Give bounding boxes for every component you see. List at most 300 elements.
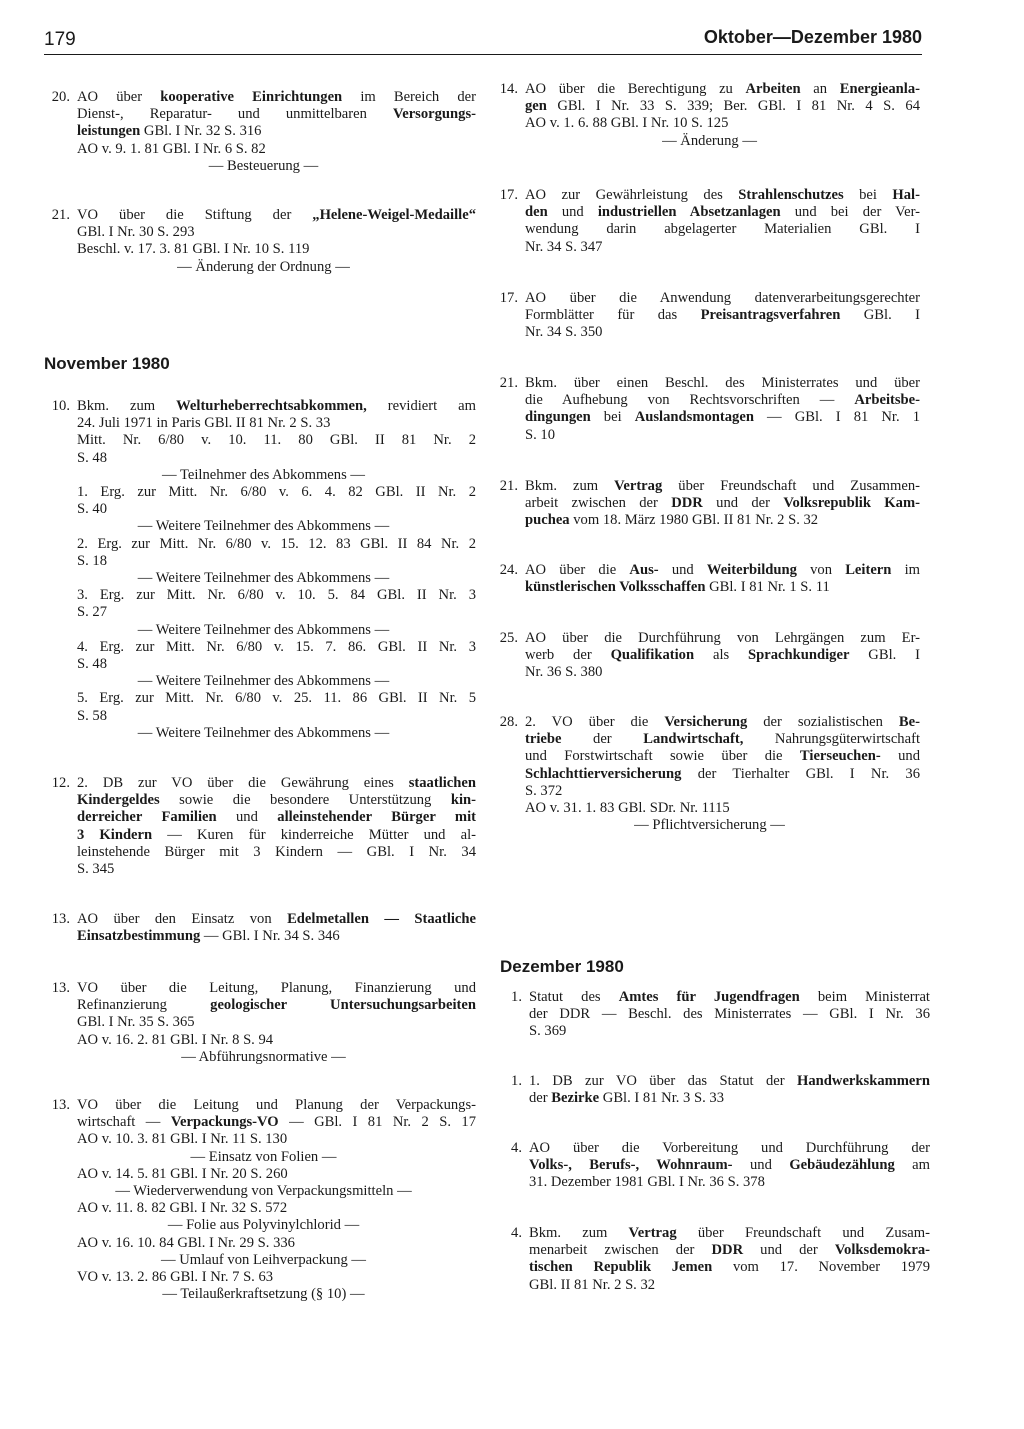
entry-text-run: AO über den Einsatz von <box>77 911 288 927</box>
entry-text-run: AO zur Gewährleistung des <box>525 187 739 203</box>
entry-line <box>529 1225 930 1242</box>
entry-text-run: — Umlauf von Leihverpackung — <box>160 1251 367 1268</box>
list-item <box>498 1225 930 1294</box>
entry-line <box>525 579 920 596</box>
entry-text-run: — GBl. I 81 Nr. 1 <box>753 409 920 426</box>
entry-line <box>77 861 476 878</box>
entry-number: 17. <box>499 290 518 306</box>
entry-text-run: AO v. 31. 1. 83 GBl. SDr. Nr. 1115 <box>525 800 730 817</box>
list-item <box>494 714 920 834</box>
entry-number: 13. <box>51 1097 70 1113</box>
entry-text-run: bei <box>843 187 893 203</box>
entry-text-run: AO über <box>77 89 161 105</box>
entry-text-run: der <box>561 731 644 748</box>
entry-line <box>77 536 476 553</box>
entry-text <box>529 989 930 1041</box>
bold-keyword: kooperative Einrichtungen <box>160 89 343 105</box>
entry-text <box>77 911 476 945</box>
entry-text <box>77 775 476 878</box>
entry-text-run: Bkm. zum <box>525 478 615 494</box>
entry-text-run: AO über die Anwendung datenverarbeitungsgerechter <box>525 290 920 306</box>
list-item <box>498 1073 930 1107</box>
entry-text <box>77 1097 476 1303</box>
entry-line <box>77 690 476 707</box>
entry-number: 12. <box>51 775 70 791</box>
entry-text-run: der DDR — Beschl. des Ministerrates — GBl. I Nr. 36 <box>529 1006 930 1023</box>
entry-text-run: AO v. 1. 6. 88 GBl. I Nr. 10 S. 125 <box>525 115 729 132</box>
entry-text <box>525 375 920 444</box>
entry-text-run: Beschl. v. 17. 3. 81 GBl. I Nr. 10 S. 119 <box>77 241 310 258</box>
entry-text-run: GBl. II 81 Nr. 2 S. 32 <box>529 1276 656 1293</box>
entry-line <box>529 1157 930 1174</box>
bold-keyword: Gebäudezählung <box>789 1157 895 1174</box>
entry-text <box>525 290 920 342</box>
list-item <box>494 630 920 682</box>
bold-keyword: Einsatzbestimmung <box>77 928 201 945</box>
entry-line <box>529 1277 930 1294</box>
entry-text-run: AO v. 11. 8. 82 GBl. I Nr. 32 S. 572 <box>77 1200 288 1217</box>
entry-line <box>77 1032 476 1049</box>
entry-number: 21. <box>499 478 518 494</box>
bold-keyword: Landwirtschaft, <box>643 731 744 748</box>
entry-line <box>77 398 476 415</box>
entry-text-run: Bkm. über einen Beschl. des Ministerrates und über <box>525 375 920 391</box>
bold-keyword: Auslandsmontagen <box>634 409 754 426</box>
entry-line <box>525 495 920 512</box>
entry-line <box>77 1149 476 1166</box>
entry-line <box>525 562 920 579</box>
entry-text-run: Dienst-, Reparatur- und unmittelbaren <box>77 106 394 123</box>
entry-line <box>77 158 476 175</box>
entry-number: 4. <box>511 1140 522 1156</box>
bold-keyword: Volks-, Berufs-, Wohnraum- <box>529 1157 733 1174</box>
entry-text-run: Refinanzierung <box>77 997 211 1014</box>
bold-keyword: kin- <box>450 792 476 809</box>
entry-text-run: AO v. 16. 10. 84 GBl. I Nr. 29 S. 336 <box>77 1234 295 1251</box>
entry-text-run: — Besteuerung — <box>208 157 319 174</box>
bold-keyword: Strahlenschutzes <box>738 187 844 203</box>
entry-text-run: 2. Erg. zur Mitt. Nr. 6/80 v. 15. 12. 83 GBl. II 84 Nr. 2 <box>77 535 476 552</box>
entry-line <box>525 307 920 324</box>
entry-line <box>77 622 476 639</box>
entry-number: 21. <box>51 207 70 223</box>
entry-text-run: der Tierhalter GBl. I Nr. 36 <box>681 765 920 782</box>
entry-text-run: der sozialistischen <box>747 714 899 730</box>
entry-line <box>525 630 920 647</box>
page-header <box>44 28 922 55</box>
bold-keyword: „Helene-Weigel-Medaille“ <box>312 207 476 223</box>
entry-text <box>525 562 920 596</box>
entry-text <box>525 81 920 150</box>
entry-line <box>525 133 920 150</box>
bold-keyword: DDR <box>711 1242 744 1259</box>
list-item <box>494 478 920 530</box>
entry-text-run: Bkm. zum <box>77 398 177 414</box>
entry-line <box>77 1252 476 1269</box>
bold-keyword: leistungen <box>77 123 141 140</box>
entry-line <box>77 708 476 725</box>
entry-line <box>77 224 476 241</box>
bold-keyword: industriellen Absetzanlagen <box>597 204 781 221</box>
bold-keyword: derreicher Familien <box>77 809 217 826</box>
bold-keyword: geologischer Untersuchungsarbeiten <box>210 997 476 1014</box>
entry-line <box>77 1269 476 1286</box>
entry-text-run: 31. Dezember 1981 GBl. I Nr. 36 S. 378 <box>529 1174 765 1191</box>
entry-line <box>525 478 920 495</box>
entry-text-run: AO v. 14. 5. 81 GBl. I Nr. 20 S. 260 <box>77 1165 288 1182</box>
bold-keyword: Amtes für Jugendfragen <box>618 989 800 1005</box>
entry-text-run: leinstehende Bürger mit 3 Kindern — GBl. I Nr. 34 <box>77 843 476 860</box>
bold-keyword: triebe <box>525 731 562 748</box>
entry-text-run: S. 48 <box>77 656 108 673</box>
entry-number: 1. <box>511 1073 522 1089</box>
bold-keyword: Aus- <box>629 562 659 578</box>
page-number: 179 <box>44 29 76 50</box>
entry-text-run: Nahrungsgüterwirtschaft <box>743 731 920 748</box>
entry-line <box>77 123 476 140</box>
entry-text-run: — Abführungsnormative — <box>181 1048 346 1065</box>
entry-text-run: S. 27 <box>77 604 108 621</box>
bold-keyword: Weiterbildung <box>706 562 797 578</box>
list-item <box>494 187 920 256</box>
entry-text-run: S. 372 <box>525 782 563 799</box>
entry-line <box>77 1235 476 1252</box>
entry-text-run: — Folie aus Polyvinylchlorid — <box>167 1217 360 1234</box>
entry-text <box>525 478 920 530</box>
entry-text-run: von <box>796 562 846 578</box>
entry-text <box>77 89 476 175</box>
list-item <box>46 398 476 742</box>
entry-text-run: 2. DB zur VO über die Gewährung eines <box>77 775 409 791</box>
entry-number: 14. <box>499 81 518 97</box>
entry-text-run: sowie die besondere Unterstützung <box>159 792 451 809</box>
entry-line <box>77 587 476 604</box>
entry-line <box>77 1014 476 1031</box>
bold-keyword: Be- <box>898 714 920 730</box>
entry-text-run: wirtschaft — <box>77 1114 171 1131</box>
entry-number: 20. <box>51 89 70 105</box>
entry-text-run: vom 18. März 1980 GBl. II 81 Nr. 2 S. 32 <box>569 512 819 529</box>
entry-line <box>77 259 476 276</box>
entry-line <box>525 714 920 731</box>
entry-text-run: GBl. I <box>840 307 920 324</box>
entry-number: 10. <box>51 398 70 414</box>
entry-text-run: GBl. I <box>849 647 920 664</box>
list-item <box>494 562 920 596</box>
bold-keyword: Volksdemokra- <box>834 1242 930 1259</box>
entry-line <box>77 604 476 621</box>
bold-keyword: Arbeiten <box>745 81 801 97</box>
entry-line <box>525 290 920 307</box>
entry-line <box>525 392 920 409</box>
bold-keyword: DDR <box>671 495 703 512</box>
entry-line <box>77 570 476 587</box>
entry-text <box>77 207 476 276</box>
entry-text <box>529 1140 930 1192</box>
entry-line <box>77 518 476 535</box>
section-heading-dezember: Dezember 1980 <box>500 957 624 976</box>
entry-text-run: wendung darin abgelagerter Materialien GBl. I <box>525 221 920 238</box>
entry-text <box>77 980 476 1066</box>
entry-number: 13. <box>51 911 70 927</box>
entry-line <box>525 375 920 392</box>
entry-text-run: Nr. 34 S. 350 <box>525 324 603 341</box>
bold-keyword: Volksrepublik Kam- <box>783 495 920 512</box>
entry-text-run: im <box>891 562 921 578</box>
entry-text-run: Nr. 36 S. 380 <box>525 664 603 681</box>
entry-number: 13. <box>51 980 70 996</box>
entry-text-run: — Kuren für kinderreiche Mütter und al- <box>152 826 476 843</box>
entry-text-run: S. 58 <box>77 707 108 724</box>
entry-line <box>77 1217 476 1234</box>
entry-line <box>525 221 920 238</box>
entry-text-run: Formblätter für das <box>525 307 701 324</box>
entry-line <box>77 1049 476 1066</box>
entry-line <box>77 844 476 861</box>
entry-text <box>525 714 920 834</box>
entry-text-run: und bei der Ver- <box>780 204 921 221</box>
entry-line <box>77 1097 476 1114</box>
entry-line <box>77 1286 476 1303</box>
entry-text-run: — Änderung der Ordnung — <box>177 258 350 275</box>
entry-text-run: Bkm. zum <box>529 1225 629 1241</box>
entry-line <box>525 512 920 529</box>
entry-text-run: und <box>880 748 920 765</box>
bold-keyword: alleinstehender Bürger mit <box>277 809 476 826</box>
entry-text-run: — Teilaußerkraftsetzung (§ 10) — <box>162 1286 365 1303</box>
entry-text-run: VO über die Stiftung der <box>77 207 313 223</box>
entry-line <box>77 1131 476 1148</box>
entry-line <box>77 639 476 656</box>
entry-text-run: AO v. 10. 3. 81 GBl. I Nr. 11 S. 130 <box>77 1131 288 1148</box>
entry-text-run: — GBl. I Nr. 34 S. 346 <box>200 928 340 945</box>
entry-text-run: werb der <box>525 647 611 664</box>
entry-text-run: GBl. I 81 Nr. 3 S. 33 <box>599 1090 724 1107</box>
entry-line <box>529 1140 930 1157</box>
entry-text-run: VO über die Leitung und Planung der Verpackungs- <box>77 1097 476 1113</box>
entry-text-run: S. 10 <box>525 426 556 443</box>
entry-line <box>529 1006 930 1023</box>
entry-number: 25. <box>499 630 518 646</box>
bold-keyword: Edelmetallen — Staatliche <box>287 911 476 927</box>
entry-line <box>77 673 476 690</box>
entry-line <box>77 725 476 742</box>
entry-line <box>525 766 920 783</box>
entry-text-run: der <box>529 1090 552 1107</box>
entry-number: 28. <box>499 714 518 730</box>
entry-text-run: über Freundschaft und Zusam- <box>676 1225 930 1241</box>
entry-text-run: und der <box>743 1242 835 1259</box>
entry-text-run: 4. Erg. zur Mitt. Nr. 6/80 v. 15. 7. 86. GBl. II Nr. 3 <box>77 638 476 655</box>
bold-keyword: Bezirke <box>551 1090 600 1107</box>
entry-text-run: und <box>658 562 707 578</box>
entry-text-run: GBl. I Nr. 33 S. 339; Ber. GBl. I 81 Nr. 4 S. 64 <box>546 98 920 115</box>
entry-text-run: — Weitere Teilnehmer des Abkommens — <box>137 518 390 535</box>
entry-line <box>525 783 920 800</box>
bold-keyword: Vertrag <box>614 478 663 494</box>
bold-keyword: staatlichen <box>408 775 476 791</box>
bold-keyword: dingungen <box>525 409 591 426</box>
list-item <box>46 1097 476 1303</box>
bold-keyword: Qualifikation <box>610 647 695 664</box>
entry-text-run: über Freundschaft und Zusammen- <box>662 478 920 494</box>
entry-line <box>77 792 476 809</box>
entry-line <box>529 989 930 1006</box>
bold-keyword: Preisantragsverfahren <box>700 307 841 324</box>
entry-line <box>525 800 920 817</box>
entry-text-run: AO über die Durchführung von Lehrgängen zum Er- <box>525 630 920 646</box>
entry-text-run: — Weitere Teilnehmer des Abkommens — <box>137 570 390 587</box>
list-item <box>494 375 920 444</box>
entry-line <box>77 484 476 501</box>
entry-line <box>525 731 920 748</box>
entry-text-run: — Weitere Teilnehmer des Abkommens — <box>137 673 390 690</box>
entry-line <box>77 1114 476 1131</box>
entry-line <box>529 1242 930 1259</box>
entry-text-run: S. 40 <box>77 501 108 518</box>
entry-line <box>525 98 920 115</box>
entry-text <box>529 1225 930 1294</box>
list-item <box>498 1140 930 1192</box>
entry-line <box>77 809 476 826</box>
entry-text-run: Statut des <box>529 989 619 1005</box>
entry-line <box>525 187 920 204</box>
entry-text <box>77 398 476 742</box>
entry-text-run: — Wiederverwendung von Verpackungsmitteln — <box>115 1183 412 1200</box>
entry-line <box>77 980 476 997</box>
entry-text-run: S. 18 <box>77 552 108 569</box>
entry-text-run: im Bereich der <box>342 89 476 105</box>
entry-line <box>525 409 920 426</box>
bold-keyword: 3 Kindern <box>77 826 153 843</box>
list-item <box>46 89 476 175</box>
entry-text-run: AO v. 16. 2. 81 GBl. I Nr. 8 S. 94 <box>77 1031 274 1048</box>
entry-text-run: — Änderung — <box>662 132 757 149</box>
bold-keyword: Hal- <box>892 187 920 203</box>
entry-line <box>77 997 476 1014</box>
section-heading-november: November 1980 <box>44 354 170 373</box>
entry-line <box>525 748 920 765</box>
entry-text <box>529 1073 930 1107</box>
entry-line <box>529 1174 930 1191</box>
entry-text-run: am <box>894 1157 931 1174</box>
entry-text-run: die Aufhebung von Rechtsvorschriften — <box>525 392 855 409</box>
entry-line <box>529 1073 930 1090</box>
entry-line <box>529 1090 930 1107</box>
entry-line <box>525 427 920 444</box>
list-item <box>494 290 920 342</box>
entry-text-run: 1. DB zur VO über das Statut der <box>529 1073 798 1089</box>
entry-number: 24. <box>499 562 518 578</box>
entry-line <box>77 89 476 106</box>
entry-text-run: — Teilnehmer des Abkommens — <box>162 466 365 483</box>
entry-text-run: GBl. I 81 Nr. 1 S. 11 <box>705 579 830 596</box>
entry-line <box>77 1183 476 1200</box>
entry-text-run: arbeit zwischen der <box>525 495 672 512</box>
bold-keyword: tischen Republik Jemen <box>529 1259 713 1276</box>
list-item <box>494 81 920 150</box>
entry-text-run: AO über die Vorbereitung und Durchführung der <box>529 1140 930 1156</box>
entry-text-run: — Weitere Teilnehmer des Abkommens — <box>137 621 390 638</box>
entry-number: 17. <box>499 187 518 203</box>
entry-number: 21. <box>499 375 518 391</box>
entry-text-run: 5. Erg. zur Mitt. Nr. 6/80 v. 25. 11. 86 GBl. II Nr. 5 <box>77 690 476 707</box>
entry-text-run: 1. Erg. zur Mitt. Nr. 6/80 v. 6. 4. 82 GBl. II Nr. 2 <box>77 484 476 501</box>
entry-line <box>77 241 476 258</box>
entry-text-run: und der <box>702 495 784 512</box>
bold-keyword: Verpackungs-VO <box>170 1114 279 1131</box>
entry-line <box>525 81 920 98</box>
entry-text-run: — GBl. I 81 Nr. 2 S. 17 <box>278 1114 476 1131</box>
list-item <box>46 980 476 1066</box>
entry-line <box>77 450 476 467</box>
bold-keyword: Leitern <box>845 562 892 578</box>
entry-text-run: VO v. 13. 2. 86 GBl. I Nr. 7 S. 63 <box>77 1269 274 1286</box>
entry-text-run: 24. Juli 1971 in Paris GBl. II 81 Nr. 2 S. 33 <box>77 415 331 432</box>
entry-line <box>77 775 476 792</box>
entry-line <box>77 827 476 844</box>
bold-keyword: puchea <box>525 512 570 529</box>
entry-line <box>525 115 920 132</box>
entry-text-run: — Weitere Teilnehmer des Abkommens — <box>137 724 390 741</box>
bold-keyword: Tierseuchen- <box>799 748 881 765</box>
entry-text-run: 2. VO über die <box>525 714 665 730</box>
entry-line <box>77 141 476 158</box>
entry-text-run: Mitt. Nr. 6/80 v. 10. 11. 80 GBl. II 81 Nr. 2 <box>77 432 476 449</box>
entry-text-run: AO v. 9. 1. 81 GBl. I Nr. 6 S. 82 <box>77 140 266 157</box>
entry-text-run: bei <box>590 409 635 426</box>
bold-keyword: Vertrag <box>628 1225 677 1241</box>
entry-line <box>77 656 476 673</box>
entry-line <box>77 501 476 518</box>
entry-text-run: als <box>694 647 749 664</box>
entry-text-run: an <box>800 81 840 97</box>
entry-text-run: — Pflichtversicherung — <box>634 817 785 834</box>
entry-line <box>77 467 476 484</box>
bold-keyword: Handwerkskammern <box>797 1073 930 1089</box>
entry-line <box>525 324 920 341</box>
list-item <box>46 207 476 276</box>
entry-text-run: beim Ministerrat <box>799 989 930 1005</box>
entry-text-run: VO über die Leitung, Planung, Finanzierung und <box>77 980 476 996</box>
bold-keyword: Schlachttierversicherung <box>525 765 682 782</box>
entry-text <box>525 187 920 256</box>
entry-text <box>525 630 920 682</box>
entry-text-run: S. 369 <box>529 1023 567 1040</box>
entry-line <box>77 415 476 432</box>
entry-text-run: und Forstwirtschaft sowie über die <box>525 748 800 765</box>
entry-line <box>77 106 476 123</box>
bold-keyword: Kindergeldes <box>77 792 160 809</box>
entry-text-run: — Einsatz von Folien — <box>190 1148 337 1165</box>
entry-text-run: AO über die Berechtigung zu <box>525 81 746 97</box>
page-date-range: Oktober—Dezember 1980 <box>703 27 922 47</box>
entry-number: 4. <box>511 1225 522 1241</box>
entry-line <box>77 1200 476 1217</box>
bold-keyword: Arbeitsbe- <box>854 392 920 409</box>
entry-line <box>77 1166 476 1183</box>
bold-keyword: Versorgungs- <box>393 106 476 123</box>
list-item <box>498 989 930 1041</box>
entry-text-run: 3. Erg. zur Mitt. Nr. 6/80 v. 10. 5. 84 GBl. II Nr. 3 <box>77 587 476 604</box>
entry-line <box>77 207 476 224</box>
bold-keyword: Energieanla- <box>839 81 920 97</box>
entry-line <box>525 664 920 681</box>
entry-text-run: revidiert am <box>366 398 476 414</box>
entry-line <box>77 928 476 945</box>
entry-line <box>525 204 920 221</box>
bold-keyword: Welturheberrechtsabkommen, <box>176 398 367 414</box>
